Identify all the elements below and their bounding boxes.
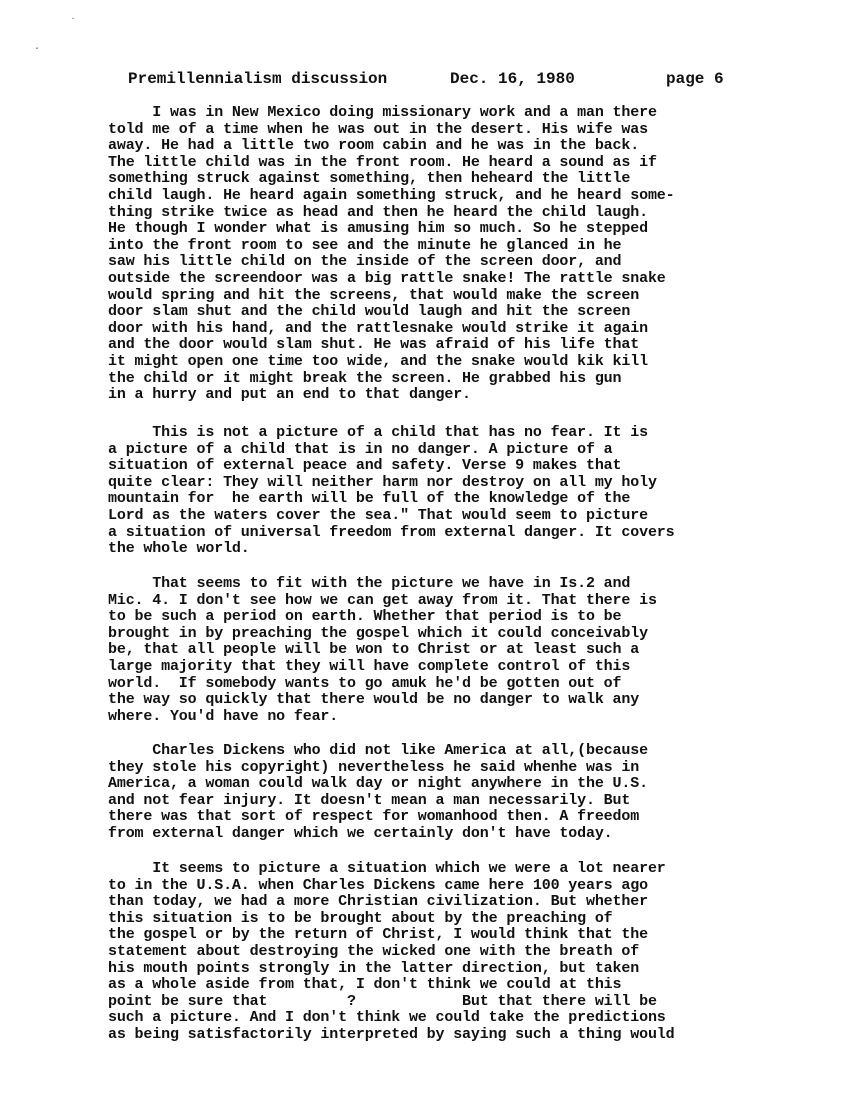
text-line: saw his little child on the inside of the screen door, and xyxy=(108,253,622,271)
text-line: it might open one time too wide, and the snake would kik kill xyxy=(108,352,648,370)
text-line: Lord as the waters cover the sea." That would seem to picture xyxy=(108,506,648,524)
text-line: America, a woman could walk day or night anywhere in the U.S. xyxy=(108,775,648,793)
paragraph-1 xyxy=(108,105,798,404)
text-line: statement about destroying the wicked one with the breath of xyxy=(108,942,640,960)
text-line: That seems to fit with the picture we have in Is.2 and xyxy=(108,575,631,592)
text-line: would spring and hit the screens, that would make the screen xyxy=(108,286,640,304)
text-line: the child or it might break the screen. He grabbed his gun xyxy=(108,369,622,387)
text-line: door slam shut and the child would laugh and hit the screen xyxy=(108,303,631,321)
text-line: in a hurry and put an end to that danger. xyxy=(108,386,471,404)
text-line: his mouth points strongly in the latter direction, but taken xyxy=(108,959,640,977)
text-line: there was that sort of respect for womanhood then. A freedom xyxy=(108,808,640,826)
text-line: told me of a time when he was out in the desert. His wife was xyxy=(108,120,648,138)
text-line: large majority that they will have complete control of this xyxy=(108,657,631,675)
text-line: The little child was in the front room. He heard a sound as if xyxy=(108,153,657,171)
paragraph-2 xyxy=(108,425,798,558)
text-line: outside the screendoor was a big rattle snake! The rattle snake xyxy=(108,269,666,287)
text-line: It seems to picture a situation which we were a lot nearer xyxy=(108,860,666,877)
text-line: child laugh. He heard again something struck, and he heard some- xyxy=(108,186,675,204)
text-line: mountain for he earth will be full of the knowledge of the xyxy=(108,490,631,508)
text-line: from external danger which we certainly don't have today. xyxy=(108,824,613,842)
text-line: such a picture. And I don't think we could take the predictions xyxy=(108,1009,666,1027)
text-line: I was in New Mexico doing missionary work and a man there xyxy=(108,104,657,121)
scan-mark: · xyxy=(34,44,41,55)
text-line: quite clear: They will neither harm nor destroy on all my holy xyxy=(108,473,657,491)
text-line: as being satisfactorily interpreted by saying such a thing would xyxy=(108,1025,675,1043)
text-line: brought in by preaching the gospel which it could conceivably xyxy=(108,624,648,642)
text-line: something struck against something, then heheard the little xyxy=(108,170,631,188)
text-line: a picture of a child that is in no danger. A picture of a xyxy=(108,440,613,458)
text-line: they stole his copyright) nevertheless he said whenhe was in xyxy=(108,758,640,776)
document-date: Dec. 16, 1980 xyxy=(450,70,575,88)
page-number: page 6 xyxy=(666,70,724,88)
text-line: where. You'd have no fear. xyxy=(108,707,339,725)
text-line: point be sure that ? But that there will be xyxy=(108,992,657,1010)
text-line: be, that all people will be won to Christ or at least such a xyxy=(108,641,640,659)
scan-mark: ´ xyxy=(70,18,77,29)
text-line: the gospel or by the return of Christ, I would think that the xyxy=(108,926,648,944)
text-line: to in the U.S.A. when Charles Dickens came here 100 years ago xyxy=(108,876,648,894)
text-line: and the door would slam shut. He was afraid of his life that xyxy=(108,336,640,354)
text-line: the whole world. xyxy=(108,540,250,558)
paragraph-5 xyxy=(108,861,798,1044)
text-line: this situation is to be brought about by the preaching of xyxy=(108,909,613,927)
text-line: door with his hand, and the rattlesnake would strike it again xyxy=(108,319,648,337)
page-header xyxy=(128,70,768,92)
paragraph-4 xyxy=(108,743,798,843)
text-line: a situation of universal freedom from external danger. It covers xyxy=(108,523,675,541)
text-line: away. He had a little two room cabin and he was in the back. xyxy=(108,137,640,155)
paragraph-3 xyxy=(108,576,798,725)
document-title: Premillennialism discussion xyxy=(128,70,388,88)
text-line: This is not a picture of a child that has no fear. It is xyxy=(108,424,648,441)
text-line: Mic. 4. I don't see how we can get away from it. That there is xyxy=(108,591,657,609)
text-line: into the front room to see and the minute he glanced in he xyxy=(108,236,622,254)
text-line: Charles Dickens who did not like America at all,(because xyxy=(108,742,648,759)
text-line: thing strike twice as head and then he heard the child laugh. xyxy=(108,203,648,221)
text-line: the way so quickly that there would be no danger to walk any xyxy=(108,691,640,709)
text-line: situation of external peace and safety. Verse 9 makes that xyxy=(108,457,622,475)
text-line: as a whole aside from that, I don't think we could at this xyxy=(108,976,622,994)
text-line: than today, we had a more Christian civilization. But whether xyxy=(108,893,648,911)
text-line: He though I wonder what is amusing him so much. So he stepped xyxy=(108,220,648,238)
text-line: and not fear injury. It doesn't mean a man necessarily. But xyxy=(108,791,631,809)
text-line: world. If somebody wants to go amuk he'd be gotten out of xyxy=(108,674,622,692)
text-line: to be such a period on earth. Whether that period is to be xyxy=(108,608,622,626)
